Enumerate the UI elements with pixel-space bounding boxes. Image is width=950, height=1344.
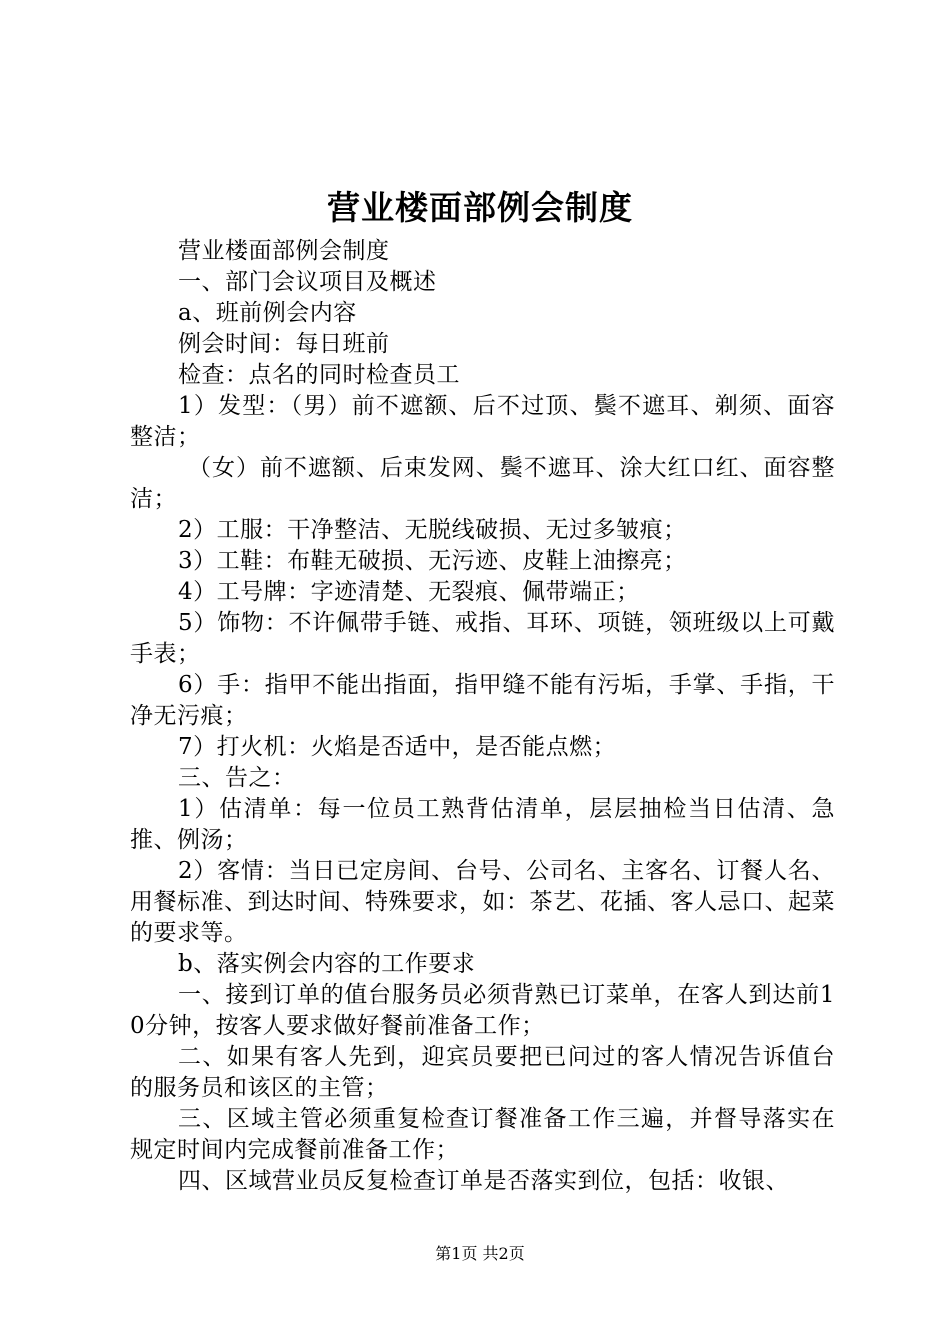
paragraph: 5）饰物：不许佩带手链、戒指、耳环、项链，领班级以上可戴手表； xyxy=(130,610,835,667)
paragraph: 6）手：指甲不能出指面，指甲缝不能有污垢，手掌、手指，干净无污痕； xyxy=(130,672,835,729)
paragraph: 2）客情：当日已定房间、台号、公司名、主客名、订餐人名、用餐标准、到达时间、特殊要求，如：茶艺、花插、客人忌口、起菜的要求等。 xyxy=(130,858,835,946)
paragraph: 1）估清单：每一位员工熟背估清单，层层抽检当日估清、急推、例汤； xyxy=(130,796,835,853)
paragraph: 四、区域营业员反复检查订单是否落实到位，包括：收银、 xyxy=(178,1168,789,1194)
paragraph: 7）打火机：火焰是否适中，是否能点燃； xyxy=(178,734,617,760)
paragraph: 3）工鞋：布鞋无破损、无污迹、皮鞋上油擦亮； xyxy=(178,548,687,574)
paragraph: 三、区域主管必须重复检查订餐准备工作三遍，并督导落实在规定时间内完成餐前准备工作； xyxy=(130,1106,835,1163)
paragraph: 二、如果有客人先到，迎宾员要把已问过的客人情况告诉值台的服务员和该区的主管； xyxy=(130,1044,835,1101)
paragraph: 4）工号牌：字迹清楚、无裂痕、佩带端正； xyxy=(178,579,640,605)
paragraph: 检查：点名的同时检查员工 xyxy=(178,362,460,388)
document-title: 营业楼面部例会制度 xyxy=(327,188,633,227)
paragraph: 一、接到订单的值台服务员必须背熟已订菜单，在客人到达前10分钟，按客人要求做好餐前准备工作； xyxy=(130,982,835,1039)
paragraph: 三、告之： xyxy=(178,765,296,791)
paragraph: 例会时间：每日班前 xyxy=(178,331,390,357)
paragraph: （女）前不遮额、后束发网、鬓不遮耳、涂大红口红、面容整洁； xyxy=(130,455,835,512)
paragraph: b、落实例会内容的工作要求 xyxy=(178,951,476,977)
document-body xyxy=(130,236,835,1197)
page-footer: 第1页 共2页 xyxy=(435,1244,525,1263)
paragraph: 一、部门会议项目及概述 xyxy=(178,269,437,295)
paragraph: 营业楼面部例会制度 xyxy=(178,238,390,264)
paragraph: a、班前例会内容 xyxy=(178,300,357,326)
paragraph: 1）发型：（男）前不遮额、后不过顶、鬓不遮耳、剃须、面容整洁； xyxy=(130,393,835,450)
paragraph: 2）工服：干净整洁、无脱线破损、无过多皱痕； xyxy=(178,517,687,543)
